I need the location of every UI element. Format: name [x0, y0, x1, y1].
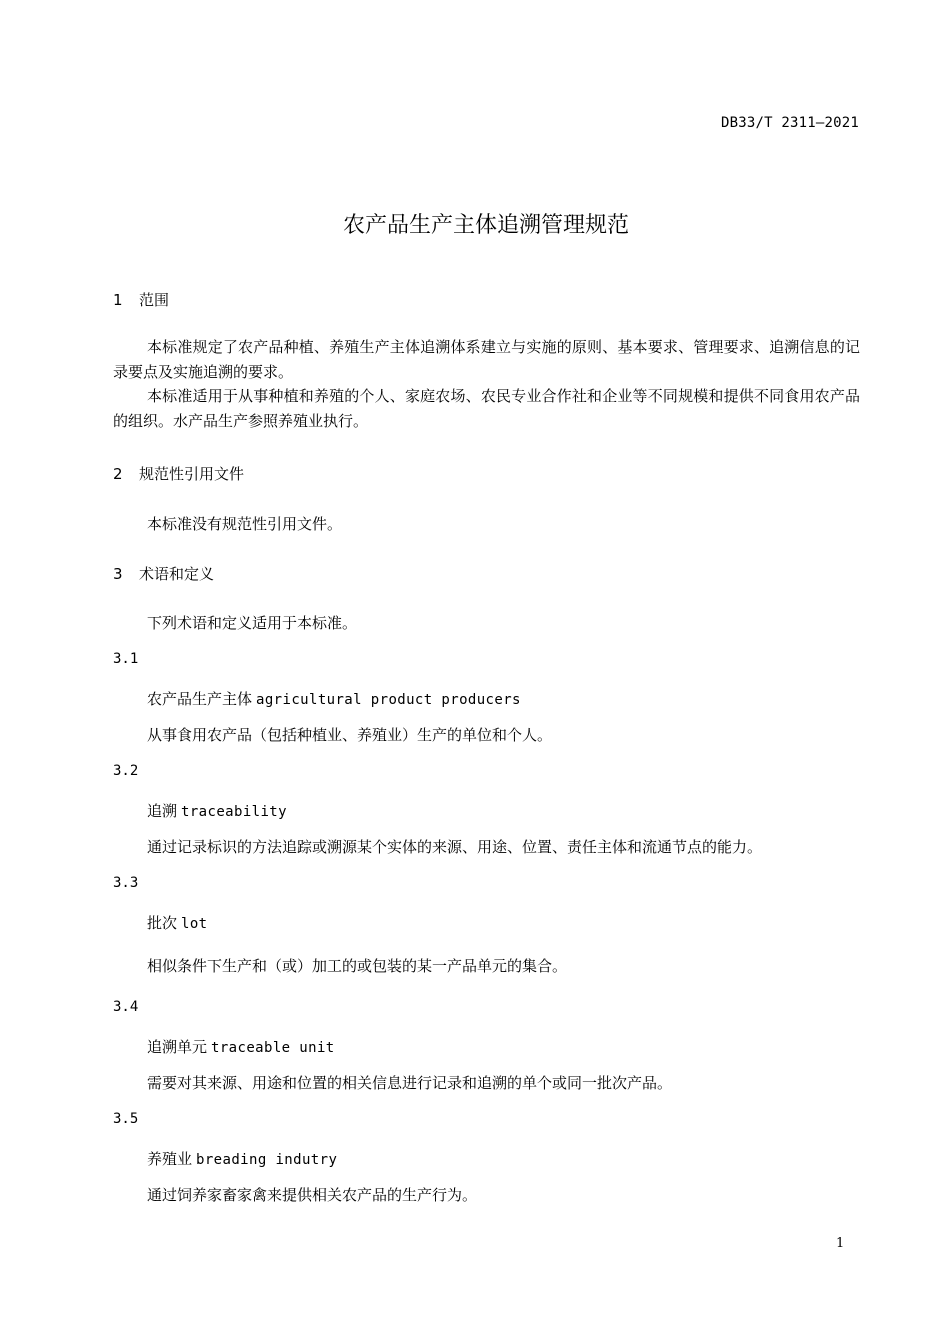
section-2-heading: [113, 463, 244, 484]
term-definition: 需要对其来源、用途和位置的相关信息进行记录和追溯的单个或同一批次产品。: [147, 1074, 673, 1092]
scope-paragraph-2: 本标准适用于从事种植和养殖的个人、家庭农场、农民专业合作社和企业等不同规模和提供不同食用农产品的组织。水产品生产参照养殖业执行。: [113, 387, 860, 430]
term-number: 3.1: [113, 651, 139, 667]
term-chinese: 农产品生产主体: [147, 690, 253, 708]
term-definition: 相似条件下生产和（或）加工的或包装的某一产品单元的集合。: [147, 957, 568, 975]
term-chinese: 追溯: [147, 802, 178, 820]
standard-code: DB33/T 2311—2021: [720, 115, 859, 131]
normative-references-paragraph: 本标准没有规范性引用文件。: [147, 515, 343, 533]
term-chinese: 养殖业: [147, 1150, 193, 1168]
section-1-heading: [113, 289, 169, 310]
section-title: 范围: [139, 291, 170, 309]
term-heading: [147, 1036, 335, 1057]
term-english: lot: [181, 916, 208, 932]
term-english: breading indutry: [196, 1152, 338, 1168]
document-title: 农产品生产主体追溯管理规范: [342, 213, 629, 238]
term-heading: [147, 800, 287, 821]
term-number: 3.3: [113, 875, 139, 891]
term-heading: [147, 912, 208, 933]
terms-intro: 下列术语和定义适用于本标准。: [147, 614, 358, 632]
term-definition: 通过记录标识的方法追踪或溯源某个实体的来源、用途、位置、责任主体和流通节点的能力。: [147, 838, 763, 856]
term-definition: 通过饲养家畜家禽来提供相关农产品的生产行为。: [147, 1186, 478, 1204]
section-title: 规范性引用文件: [139, 465, 245, 483]
term-chinese: 批次: [147, 914, 178, 932]
page-number: 1: [836, 1236, 845, 1251]
section-3-heading: [113, 563, 214, 584]
term-english: traceable unit: [211, 1040, 335, 1056]
section-number: 2: [113, 465, 123, 483]
term-number: 3.2: [113, 763, 139, 779]
scope-paragraph-1: 本标准规定了农产品种植、养殖生产主体追溯体系建立与实施的原则、基本要求、管理要求、追溯信息的记录要点及实施追溯的要求。: [113, 338, 860, 381]
term-english: agricultural product producers: [256, 692, 521, 708]
term-number: 3.4: [113, 999, 139, 1015]
term-english: traceability: [181, 804, 287, 820]
term-chinese: 追溯单元: [147, 1038, 208, 1056]
section-title: 术语和定义: [139, 565, 215, 583]
term-definition: 从事食用农产品（包括种植业、养殖业）生产的单位和个人。: [147, 726, 553, 744]
term-heading: [147, 1148, 337, 1169]
section-number: 3: [113, 565, 123, 583]
term-number: 3.5: [113, 1111, 139, 1127]
term-heading: [147, 688, 521, 709]
section-number: 1: [113, 291, 123, 309]
